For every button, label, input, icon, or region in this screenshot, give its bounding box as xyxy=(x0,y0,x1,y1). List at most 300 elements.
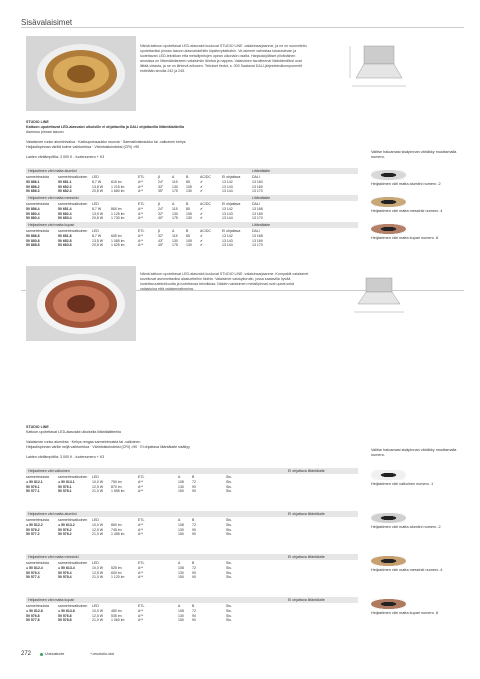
table-cell: 130 xyxy=(172,211,178,216)
table-cell: 90 xyxy=(192,570,196,575)
table-cell: 130 xyxy=(186,243,192,248)
table-cell: ● 50 812.2 xyxy=(26,522,43,527)
table-cell: sarmetrimuista xyxy=(26,561,49,565)
top-subtitle: Kattoon upotettavat LED-alasvalot ulkoisille ei ohjattavilla ja DALI ohjattavilla liitäntälaitteilla xyxy=(26,125,184,129)
table-cell: A** xyxy=(138,206,144,211)
table-cell: A** xyxy=(138,618,144,623)
table-cell: DALI xyxy=(252,175,260,179)
spec-table xyxy=(26,561,356,580)
table-cell: B xyxy=(192,604,195,608)
table-cell: B xyxy=(186,175,189,179)
table-cell: 50 577.4 xyxy=(26,575,40,580)
table-cell: 115 xyxy=(172,206,178,211)
table-cell: 130 xyxy=(178,613,184,618)
table-cell: sarmetrinvalkoinen xyxy=(58,561,88,565)
table-cell: 13,5 W xyxy=(92,238,104,243)
table-cell: 1 215 lm xyxy=(111,184,125,189)
table-cell: 10,0 W xyxy=(92,522,104,527)
table-cell: 1 555 lm xyxy=(111,489,125,494)
table-cell: A** xyxy=(138,608,144,613)
top-side-note: Valitse haluamasi sisäpinnan väriäkky muuttamalla numero. xyxy=(371,150,457,159)
swatch-caption: Heijastimen väri valkoinen numero .1 xyxy=(371,482,434,486)
table-cell: Sis. xyxy=(226,479,232,484)
table-cell: 45° xyxy=(158,243,164,248)
table-cell: 20,8 W xyxy=(92,243,104,248)
table-cell: A** xyxy=(138,522,144,527)
reflector-swatch xyxy=(371,556,406,566)
section-header: Heijastimen väri matta alumiini El ohjattava liitäntälaite xyxy=(26,511,358,517)
table-cell: 50 576.2 xyxy=(58,527,72,532)
table-cell: Sis. xyxy=(226,613,232,618)
reflector-swatch xyxy=(371,224,406,234)
table-cell: β xyxy=(158,229,161,233)
table-cell: AC/DC xyxy=(200,202,211,206)
table-cell: 50 577.1 xyxy=(26,489,40,494)
table-cell: 90 xyxy=(192,532,196,537)
reflector-swatch xyxy=(371,599,406,609)
bottom-description: Nämä kattoon upotettavat LED-alasvalot kuuluvat STUDIO LINE -valaisinsarjaanme. Kompaktit valaisimet soveltuvat asennettaviksi alasluetteihin tiloihin. Valaisimet valokyltorutin, jossa saatavilla hyvää luotettavuutekniikuutta ja luotettavaa tekniikkaa. Näiden valaisimen metallipinnat ovat upeat sekä valaistuina että valaisemattomina. xyxy=(140,272,309,291)
table-cell: 130 xyxy=(178,527,184,532)
table-cell: DALI xyxy=(252,202,260,206)
table-cell: 108 xyxy=(178,479,184,484)
table-cell: 870 lm xyxy=(111,484,122,489)
table-cell: 105 xyxy=(186,211,192,216)
bottom-technical-drawing xyxy=(346,268,421,328)
table-cell: 130 xyxy=(186,189,192,194)
table-cell: 150 xyxy=(178,532,184,537)
table-cell: ● 50 613.1 xyxy=(58,479,75,484)
table-cell: 50 576.1 xyxy=(58,484,72,489)
table-cell: 50 888.8 xyxy=(26,243,40,248)
table-cell: A** xyxy=(138,613,144,618)
table-cell: 50 576.8 xyxy=(26,613,40,618)
table-cell: ✔ xyxy=(200,233,203,238)
table-cell: ● 50 613.8 xyxy=(58,608,75,613)
table-cell: Sis. xyxy=(226,532,232,537)
table-row xyxy=(26,243,356,248)
table-cell: 50 886.8 xyxy=(26,233,40,238)
table-cell: ● 50 613.2 xyxy=(58,522,75,527)
table-cell: LED xyxy=(92,229,99,233)
table-cell: 115 xyxy=(172,233,178,238)
table-cell: 13 170 xyxy=(252,189,263,194)
table-cell: 108 xyxy=(178,608,184,613)
table-cell: 1 120 lm xyxy=(111,575,125,580)
table-cell: ETL xyxy=(138,202,145,206)
table-cell: A xyxy=(172,229,175,233)
table-cell: Sis. xyxy=(226,518,232,522)
table-cell: 12,5 W xyxy=(92,570,104,575)
section-header: Heijastimen väri matta kupari Liitäntälaite xyxy=(26,222,358,228)
table-cell: 13,8 W xyxy=(92,184,104,189)
new-product-icon xyxy=(40,653,43,656)
table-cell: Sis. xyxy=(226,527,232,532)
table-cell: 50 576.2 xyxy=(26,527,40,532)
table-cell: 12,5 W xyxy=(92,613,104,618)
bottom-line3: Valaisimen runko alumiinia · Kehys rengas sarmetrimuista tai -valkoinen xyxy=(26,440,141,444)
table-cell: 13 142 xyxy=(222,179,233,184)
table-cell: 1 660 lm xyxy=(111,189,125,194)
table-cell: 13 169 xyxy=(252,238,263,243)
table-cell: ETL xyxy=(138,604,145,608)
table-cell: 90 xyxy=(192,613,196,618)
table-cell: Sis. xyxy=(226,522,232,527)
table-cell: Sis. xyxy=(226,575,232,580)
table-cell: 85 xyxy=(186,233,190,238)
table-cell: B xyxy=(186,229,189,233)
table-cell: Sis. xyxy=(226,604,232,608)
table-cell: 10,0 W xyxy=(92,479,104,484)
table-cell: ✔ xyxy=(200,184,203,189)
table-cell: DALI xyxy=(252,229,260,233)
swatch-caption: Heijastimen väri matta kupari numero .8 xyxy=(371,236,439,240)
table-cell: B xyxy=(192,475,195,479)
table-cell: LED xyxy=(92,561,99,565)
table-cell: 13 142 xyxy=(222,206,233,211)
table-row xyxy=(26,575,356,580)
reflector-swatch xyxy=(371,470,406,480)
table-cell: LED xyxy=(92,604,99,608)
section-header: Heijastimen väri matta messinki El ohjattava liitäntälaite xyxy=(26,554,358,560)
table-cell: 175 xyxy=(172,243,178,248)
top-line4: Heijastinpinnan värillä kolme vaihtoehtoa · Värintoistoindeksi (CRI) >90 xyxy=(26,145,140,149)
table-cell: 175 xyxy=(172,216,178,221)
table-cell: sarmetrimuista xyxy=(26,202,49,206)
table-cell: ETL xyxy=(138,475,145,479)
table-cell: ✔ xyxy=(200,211,203,216)
top-description: Nämä kattoon upotettavat LED-alasvalot kuuluvat STUDIO LINE -valaisinsarjaanme, ja ne on suunniteltu upotettaviksi pinnan tasoon alasvalokehitin kipsilevykattoihin. Ve-laiemet valmistaa tokastulevan ja luotettavan LED-tekniikan etta metallipintojen upean ulkonäön osalta. Harjauskylläiset pilvänäinen anosissa on littamäärilanteen valaisimiin läintoa ja nappea. Valaisimen tavoitteena! ilääntämilöksi ovat liittää virtasta, ja ne on lähtevä erikseen. Tekniset tiedot, s. 309 Saatavat DALI-järjestelmäkomponentit esitetään sivuilla 242 ja 245. xyxy=(140,44,307,73)
table-cell: sarmetrinvalkoinen xyxy=(58,518,88,522)
table-cell: LED xyxy=(92,202,99,206)
table-cell: Sis. xyxy=(226,489,232,494)
table-cell: 745 lm xyxy=(111,527,122,532)
table-cell: 50 683.4 xyxy=(58,216,72,221)
table-cell: 150 xyxy=(178,618,184,623)
table-cell: 13 168 xyxy=(252,206,263,211)
table-cell: Sis. xyxy=(226,618,232,623)
table-cell: 13 160 xyxy=(252,179,263,184)
table-cell: 150 xyxy=(178,489,184,494)
table-cell: B xyxy=(192,561,195,565)
table-row xyxy=(26,489,356,494)
table-cell: 12,5 W xyxy=(92,484,104,489)
table-cell: ETL xyxy=(138,175,145,179)
table-cell: ✔ xyxy=(200,206,203,211)
table-cell: 50 681.1 xyxy=(58,179,72,184)
table-cell: 50 880.8 xyxy=(26,238,40,243)
table-cell: El ohjattava xyxy=(222,229,241,233)
table-cell: 13 169 xyxy=(252,211,263,216)
table-cell: sarmetrimuista xyxy=(26,229,49,233)
section-header: Heijastimen väri valkoinen El ohjattava liitäntälaite xyxy=(26,468,358,474)
table-cell: 13 170 xyxy=(252,243,263,248)
table-cell: 50 576.1 xyxy=(26,484,40,489)
bottom-subtitle: Kattoon upotettavat LED-alasvalot ulkoisella liitäntälaitteella xyxy=(26,430,121,434)
spec-table xyxy=(26,518,356,537)
table-cell: 1 730 lm xyxy=(111,216,125,221)
table-cell: 72 xyxy=(192,479,196,484)
bottom-line5: Laiden värilämpötila: 3 000 K - tuotenumero + K3 xyxy=(26,455,105,459)
table-cell: ✔ xyxy=(200,179,203,184)
table-cell: 50 682.8 xyxy=(58,238,72,243)
table-cell: Sis. xyxy=(226,484,232,489)
table-cell: 50 886.2 xyxy=(26,184,40,189)
table-cell: 50 681.4 xyxy=(58,206,72,211)
table-cell: 860 lm xyxy=(111,206,122,211)
table-cell: sarmetrimuista xyxy=(26,175,49,179)
top-line3: Valaisimen runko alumiinivalua · Kattoupotusaukko muovia · Sarmatiivisteaukko tai -valkoinen kehys xyxy=(26,140,186,144)
table-cell: ✔ xyxy=(200,189,203,194)
bottom-side-note: Valitse haluamasi sisäpinnan väriäkky muuttamalla numero. xyxy=(371,448,457,457)
table-cell: 13 143 xyxy=(222,238,233,243)
table-cell: ● 50 812.8 xyxy=(26,608,43,613)
table-cell: 150 xyxy=(178,575,184,580)
table-cell: 50 578.1 xyxy=(58,489,72,494)
table-cell: ETL xyxy=(138,518,145,522)
table-cell: 50 686.3 xyxy=(26,189,40,194)
table-cell: A xyxy=(172,175,175,179)
table-cell: 175 xyxy=(172,189,178,194)
table-cell: 108 xyxy=(178,565,184,570)
table-cell: 43° xyxy=(158,238,164,243)
table-cell: 10,0 W xyxy=(92,565,104,570)
table-cell: 20,8 W xyxy=(92,216,104,221)
table-cell: 108 xyxy=(178,522,184,527)
table-cell: 13 144 xyxy=(222,189,233,194)
section-header: Heijastimen väri matta messinki Liitäntälaite xyxy=(26,195,358,201)
table-cell: A** xyxy=(138,179,144,184)
table-cell: 50 886.4 xyxy=(26,206,40,211)
table-row xyxy=(26,216,356,221)
table-cell: 12,5 W xyxy=(92,527,104,532)
table-cell: A** xyxy=(138,184,144,189)
table-cell: 1 625 lm xyxy=(111,243,125,248)
table-cell: 615 lm xyxy=(111,179,122,184)
table-cell: B xyxy=(186,202,189,206)
table-cell: 50 578.2 xyxy=(58,532,72,537)
table-cell: 90 xyxy=(192,527,196,532)
table-cell: sarmetrinvalkoinen xyxy=(58,604,88,608)
table-cell: sarmetrimuista xyxy=(26,518,49,522)
table-cell: 21,0 W xyxy=(92,489,104,494)
table-cell: Sis. xyxy=(226,561,232,565)
table-cell: 50 577.8 xyxy=(26,618,40,623)
table-cell: sarmetrinvalkoinen xyxy=(58,475,88,479)
table-cell: 90 xyxy=(192,484,196,489)
table-cell: 1 455 lm xyxy=(111,532,125,537)
footer-legend-design: +-muotoilu-otot xyxy=(90,652,115,656)
table-cell: 32° xyxy=(158,211,164,216)
table-cell: 750 lm xyxy=(111,479,122,484)
table-cell: 10,0 W xyxy=(92,608,104,613)
table-cell: A xyxy=(178,475,181,479)
table-cell: 85 xyxy=(186,179,190,184)
table-cell: Sis. xyxy=(226,608,232,613)
table-cell: A** xyxy=(138,479,144,484)
table-cell: sarmetrimuista xyxy=(26,475,49,479)
table-cell: 13 144 xyxy=(222,216,233,221)
table-cell: 50 880.4 xyxy=(26,216,40,221)
table-cell: ETL xyxy=(138,229,145,233)
product-photo-copper xyxy=(26,266,136,341)
table-cell: AC/DC xyxy=(200,175,211,179)
table-cell: ✔ xyxy=(200,243,203,248)
section-header: Heijastimen väri matta kupari El ohjattava liitäntälaite xyxy=(26,597,358,603)
top-line2: Asennus pinnan tasoon xyxy=(26,130,64,134)
table-cell: 13 143 xyxy=(222,184,233,189)
table-row xyxy=(26,189,356,194)
top-line5: Laiden värilämpötila: 3 000 K - tuotenumero + K3 xyxy=(26,155,105,159)
table-cell: 50 683.8 xyxy=(58,243,72,248)
table-cell: 13 169 xyxy=(252,184,263,189)
table-cell: ● 50 812.1 xyxy=(26,479,43,484)
table-cell: 21,0 W xyxy=(92,532,104,537)
table-cell: A** xyxy=(138,532,144,537)
swatch-caption: Heijastimen väri matta alumiini numero .2 xyxy=(371,182,441,186)
table-cell: A xyxy=(178,604,181,608)
swatch-caption: Heijastimen väri matta messinki numero .4 xyxy=(371,209,443,213)
bottom-series: STUDIO LINE xyxy=(26,425,49,429)
table-cell: 50 681.8 xyxy=(58,233,72,238)
table-cell: Sis. xyxy=(226,565,232,570)
table-cell: 13 168 xyxy=(252,233,263,238)
table-cell: 130 xyxy=(172,184,178,189)
section-header: Heijastimen väri matta alumiini Liitäntälaite xyxy=(26,168,358,174)
reflector-swatch xyxy=(371,170,406,180)
table-cell: 130 xyxy=(172,238,178,243)
table-cell: ● 50 613.4 xyxy=(58,565,75,570)
table-cell: 105 xyxy=(186,184,192,189)
table-cell: A** xyxy=(138,243,144,248)
table-cell: A** xyxy=(138,238,144,243)
table-cell: A xyxy=(178,518,181,522)
table-cell: 8,7 W xyxy=(92,206,102,211)
table-cell: 50 682.4 xyxy=(58,211,72,216)
table-cell: 50 578.4 xyxy=(58,575,72,580)
top-technical-drawing xyxy=(346,38,421,98)
spec-table xyxy=(26,229,356,248)
table-cell: 115 xyxy=(172,179,178,184)
table-cell: β xyxy=(158,202,161,206)
table-cell: LED xyxy=(92,518,99,522)
table-cell: 85 xyxy=(186,206,190,211)
table-cell: 480 lm xyxy=(111,608,122,613)
table-cell: El ohjattava xyxy=(222,175,241,179)
table-cell: A** xyxy=(138,527,144,532)
table-row xyxy=(26,618,356,623)
footer-legend-new: Uutuustuote xyxy=(40,652,64,657)
table-cell: 105 xyxy=(186,238,192,243)
table-cell: A xyxy=(172,202,175,206)
table-cell: Sis. xyxy=(226,570,232,575)
page-title: Sisävalaisimet xyxy=(21,18,73,27)
top-series: STUDIO LINE xyxy=(26,120,49,124)
spec-table xyxy=(26,202,356,221)
spec-table xyxy=(26,475,356,494)
table-cell: 40° xyxy=(158,216,164,221)
reflector-swatch xyxy=(371,197,406,207)
table-cell: sarmetrinvalkoinen xyxy=(58,202,88,206)
swatch-caption: Heijastimen väri matta messinki numero .4 xyxy=(371,568,443,572)
table-cell: 50 576.4 xyxy=(26,570,40,575)
table-cell: 50 576.8 xyxy=(58,613,72,618)
table-cell: A** xyxy=(138,489,144,494)
table-cell: 90 xyxy=(192,575,196,580)
table-cell: sarmetrinvalkoinen xyxy=(58,229,88,233)
table-cell: LED xyxy=(92,475,99,479)
table-cell: 21,0 W xyxy=(92,575,104,580)
table-cell: 13,5 W xyxy=(92,211,104,216)
table-cell: 72 xyxy=(192,522,196,527)
table-cell: 21,0 W xyxy=(92,618,104,623)
table-cell: A** xyxy=(138,565,144,570)
table-cell: 24° xyxy=(158,206,164,211)
table-cell: 13 144 xyxy=(222,243,233,248)
table-cell: 50 886.1 xyxy=(26,179,40,184)
table-cell: A** xyxy=(138,575,144,580)
table-cell: 90 xyxy=(192,489,196,494)
reflector-swatch xyxy=(371,513,406,523)
table-cell: 13 142 xyxy=(222,233,233,238)
table-cell: 1 085 lm xyxy=(111,238,125,243)
table-cell: sarmetrimuista xyxy=(26,604,49,608)
table-cell: 860 lm xyxy=(111,522,122,527)
table-cell: 50 578.8 xyxy=(58,618,72,623)
table-cell: 50 682.2 xyxy=(58,184,72,189)
table-cell: 130 xyxy=(178,484,184,489)
swatch-caption: Heijastimen väri matta alumiini numero .2 xyxy=(371,525,441,529)
table-cell: ETL xyxy=(138,561,145,565)
spec-table xyxy=(26,175,356,194)
table-cell: B xyxy=(192,518,195,522)
table-cell: 8,7 W xyxy=(92,179,102,184)
page-number: 272 xyxy=(21,651,32,657)
swatch-caption: Heijastimen väri matta kupari numero .8 xyxy=(371,611,439,615)
table-cell: 35° xyxy=(158,189,164,194)
table-cell: A** xyxy=(138,570,144,575)
table-cell: ✔ xyxy=(200,238,203,243)
table-cell: El ohjattava xyxy=(222,202,241,206)
table-cell: A** xyxy=(138,211,144,216)
table-cell: A** xyxy=(138,189,144,194)
product-photo-gold xyxy=(26,36,136,111)
table-cell: 1 125 lm xyxy=(111,211,125,216)
table-cell: LED xyxy=(92,175,99,179)
table-cell: 20,8 W xyxy=(92,189,104,194)
table-cell: 13 170 xyxy=(252,216,263,221)
table-cell: ● 50 812.4 xyxy=(26,565,43,570)
table-cell: β xyxy=(158,175,161,179)
table-cell: 605 lm xyxy=(111,233,122,238)
table-row xyxy=(26,532,356,537)
table-cell: 32° xyxy=(158,184,164,189)
table-cell: 24° xyxy=(158,179,164,184)
table-cell: 50 682.3 xyxy=(58,189,72,194)
header-divider xyxy=(21,27,464,28)
table-cell: ✔ xyxy=(200,216,203,221)
spec-table xyxy=(26,604,356,623)
table-cell: 8,7 W xyxy=(92,233,102,238)
table-cell: 72 xyxy=(192,608,196,613)
table-cell: 130 xyxy=(178,570,184,575)
table-cell: Sis. xyxy=(226,475,232,479)
table-cell: 90 xyxy=(192,618,196,623)
bottom-line4: Heijastinpinnan värille neljä vaihtoehtoa · Värintoistoindeksi (CRI) >90 · El ohjattava liitäntälaite sisältyy xyxy=(26,445,190,449)
table-cell: A** xyxy=(138,233,144,238)
table-cell: 32° xyxy=(158,233,164,238)
table-cell: AC/DC xyxy=(200,229,211,233)
table-cell: 535 lm xyxy=(111,613,122,618)
